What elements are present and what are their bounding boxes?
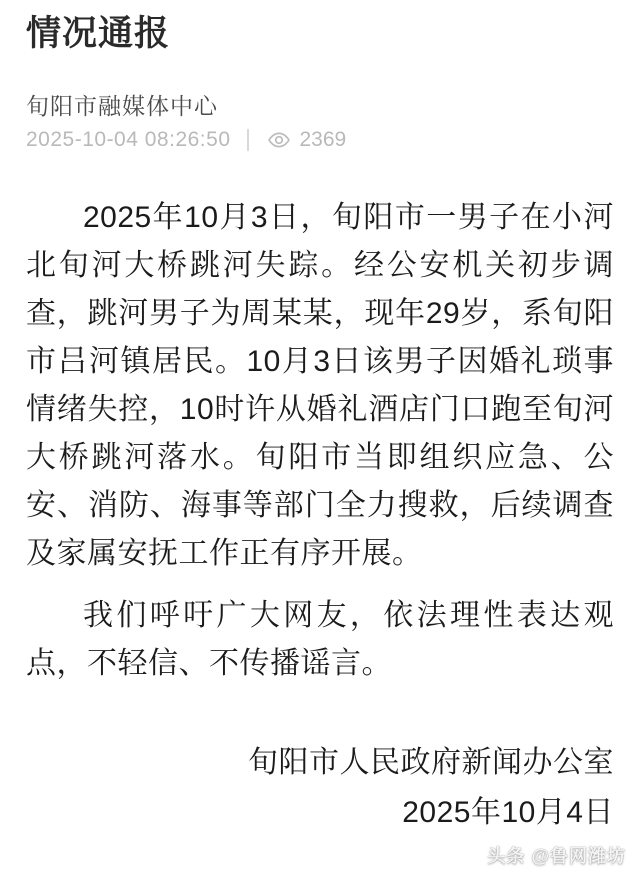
view-count: 2369 bbox=[299, 127, 347, 151]
eye-icon bbox=[267, 128, 291, 152]
publish-timestamp: 2025-10-04 08:26:50 bbox=[26, 127, 231, 151]
article-meta bbox=[26, 128, 614, 152]
watermark: 头条 @鲁网潍坊 bbox=[487, 846, 626, 866]
paragraph: 2025年10月3日，旬阳市一男子在小河北旬河大桥跳河失踪。经公安机关初步调查，跳河男子为周某某，现年29岁，系旬阳市吕河镇居民。10月3日该男子因婚礼琐事情绪失控，10时许从婚礼酒店门口跑至旬河大桥跳河落水。旬阳市当即组织应急、公安、消防、海事等部门全力搜救，后续调查及家属安抚工作正有序开展。 bbox=[26, 200, 614, 570]
view-counter bbox=[267, 128, 347, 152]
signature-block bbox=[26, 738, 614, 838]
page-title: 情况通报 bbox=[26, 14, 171, 53]
paragraph: 我们呼吁广大网友，依法理性表达观点，不轻信、不传播谣言。 bbox=[26, 598, 614, 680]
article-body bbox=[26, 194, 614, 838]
signature-date: 2025年10月4日 bbox=[402, 795, 614, 829]
signature-office: 旬阳市人民政府新闻办公室 bbox=[248, 745, 614, 779]
meta-divider bbox=[247, 129, 249, 151]
publisher-name[interactable]: 旬阳市融媒体中心 bbox=[26, 92, 218, 119]
